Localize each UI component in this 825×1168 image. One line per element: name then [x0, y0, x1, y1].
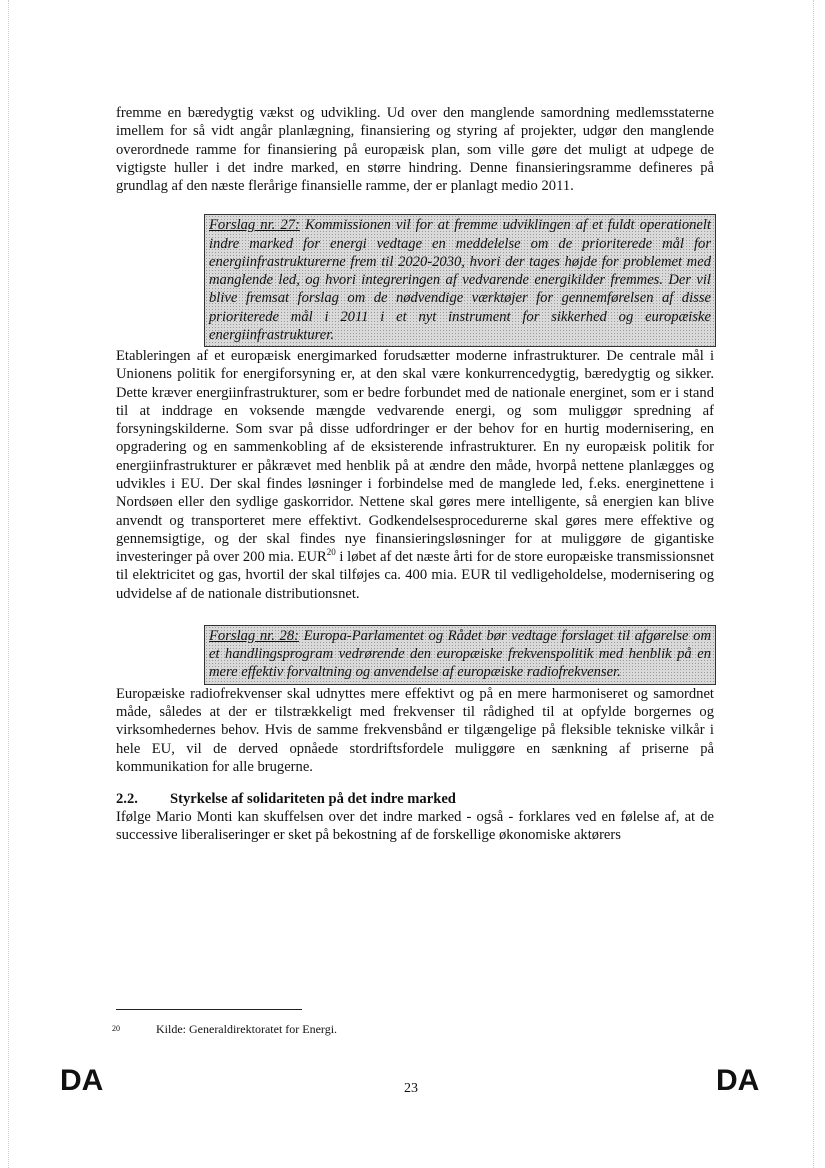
paragraph-solidarity: Ifølge Mario Monti kan skuffelsen over det indre marked - også - forklares ved en følelse af, at de successive liberaliseringer er sket på bekostning af de forskellige økonomiske aktørers [116, 809, 714, 844]
scan-edge-left [8, 0, 9, 1168]
page-content [116, 104, 714, 845]
section-title: Styrkelse af solidariteten på det indre marked [170, 791, 456, 808]
footnote-number: 20 [112, 1024, 120, 1033]
paragraph-radio-frequencies: Europæiske radiofrekvenser skal udnyttes mere effektivt og på en mere harmoniseret og samordnet måde, således at der er tilstrækkeligt med frekvenser til rådighed til at opfylde borgernes og virksomhedernes behov. Hvis de samme frekvensbånd er tilgængelige på fleksible tekniske vilkår i hele EU, vil de derved opnåede stordriftsfordele muliggøre en sænkning af priserne på kommunikation for alle brugerne. [116, 685, 714, 775]
section-number: 2.2. [116, 791, 138, 808]
proposal-box-27 [204, 214, 716, 346]
footnote-separator [116, 1009, 302, 1010]
paragraph-energy-market [116, 347, 714, 603]
proposal-label: Forslag nr. 27: [209, 217, 300, 234]
language-code-right: DA [716, 1064, 760, 1097]
footnote [112, 1021, 337, 1037]
paragraph-text: Etableringen af et europæisk energimarked forudsætter moderne infrastrukturer. De centrale mål i Unionens politik for energiforsyning er, at den skal være konkurrencedygtig, bæredygtig og sikker. Dette kræver energiinfrastrukturer, som er bedre forbundet med de nationale energinet, som er i stand til at inddrage en voksende mængde vedvarende energi, og som muliggør spredning af forsyningskilderne. Som svar på disse udfordringer er der behov for en hurtig modernisering, en opgradering og en sammenkobling af de eksisterende infrastrukturer. En ny europæisk politik for energiinfrastrukturer er påkrævet med henblik på at ændre den måde, hvorpå nettene planlægges og udvikles i EU. Der skal findes løsninger i forbindelse med de manglede led, f.eks. energinettene i Nordsøen eller den sydlige gaskorridor. Nettene skal gøres mere intelligente, så energien kan blive anvendt og transporteret mere effektivt. Godkendelsesprocedurerne skal gøres mere effektive og gennemsigtige, og der skal findes nye finansieringsløsninger for at muliggøre de gigantiske investeringer på over 200 mia. EUR [116, 347, 714, 566]
footnote-reference: 20 [326, 547, 336, 558]
paragraph-text: i løbet af det næste årti for de store europæiske transmissionsnet til elektricitet og gas, hvortil der skal tilføjes ca. 400 mia. EUR til vedligeholdelse, modernisering og udvidelse af de nationale distributionsnet. [116, 549, 714, 602]
paragraph-finance-framework: fremme en bæredygtig vækst og udvikling. Ud over den manglende samordning medlemsstaterne imellem for så vidt angår planlægning, finansiering og styring af projekter, udgør den manglende overordnede ramme for finansiering på europæisk plan, som ville gøre det muligt at udpege de vigtigste huller i det indre marked, en større hindring. Denne finansieringsramme defineres på grundlag af den næste flerårige finansielle ramme, der er planlagt medio 2011. [116, 105, 714, 195]
footnote-text: Kilde: Generaldirektoratet for Energi. [156, 1022, 338, 1036]
proposal-box-28 [204, 625, 716, 685]
proposal-text: Kommissionen vil for at fremme udviklingen af et fuldt operationelt indre marked for energi vedtage en meddelelse om de prioriterede mål for energiinfrastrukturerne frem til 2020-2030, hvori der tages højde for problemet med manglende led, og hvori integreringen af vedvarende energikilder fremmes. Der vil blive fremsat forslag om de nødvendige værktøjer for gennemførelsen af disse prioriterede mål i 2011 i et nyt instrument for sikkerhed og europæiske energiinfrastrukturer. [209, 217, 711, 343]
scan-edge-right [813, 0, 814, 1168]
proposal-text: Europa-Parlamentet og Rådet bør vedtage forslaget til afgørelse om et handlingsprogram vedrørende den europæiske frekvenspolitik med henblik på en mere effektiv forvaltning og anvendelse af europæiske radiofrekvenser. [209, 628, 711, 681]
page-number: 23 [404, 1081, 418, 1096]
language-code-left: DA [60, 1064, 104, 1097]
proposal-label: Forslag nr. 28: [209, 628, 299, 645]
section-heading [116, 790, 714, 808]
